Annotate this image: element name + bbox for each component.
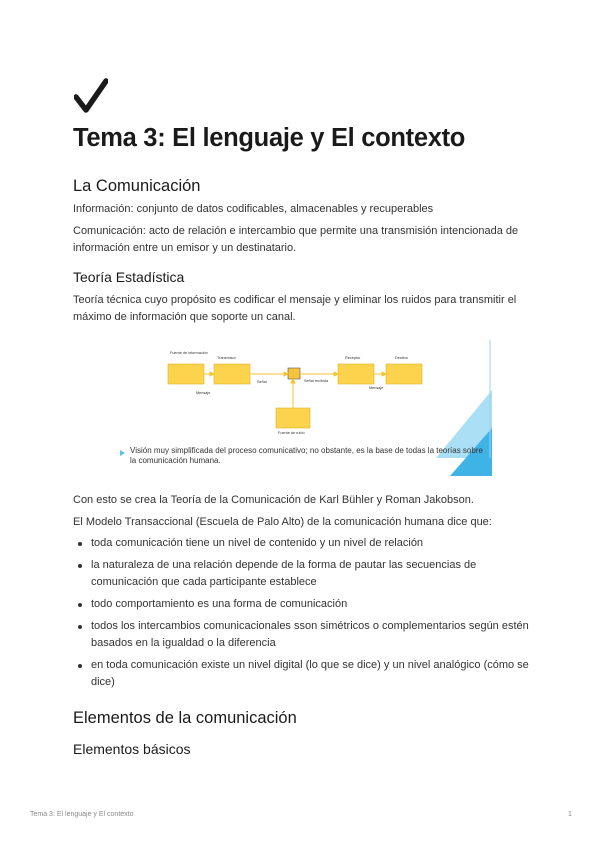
label-senal-recibida: Señal recibida bbox=[304, 379, 329, 383]
box-canal bbox=[288, 368, 300, 379]
label-mensaje-2: Mensaje bbox=[369, 386, 384, 390]
heading-la-comunicacion: La Comunicación bbox=[73, 177, 201, 195]
page-title: Tema 3: El lenguaje y El contexto bbox=[73, 124, 466, 152]
box-fuente-ruido bbox=[276, 408, 310, 428]
label-receptor: Receptor bbox=[345, 356, 361, 360]
checkmark-icon bbox=[74, 78, 108, 114]
list-item: todos los intercambios comunicacionales sson simétricos o complementarios según estén basados en la igualdad o la diferencia bbox=[73, 618, 533, 652]
list-item: la naturaleza de una relación depende de la forma de pautar las secuencias de comunicación que cada participante establece bbox=[73, 557, 533, 591]
label-fuente: Fuente de información bbox=[170, 351, 208, 355]
list-item: toda comunicación tiene un nivel de contenido y un nivel de relación bbox=[73, 535, 533, 552]
heading-teoria-estadistica: Teoría Estadística bbox=[73, 269, 185, 285]
arrow-head bbox=[284, 372, 288, 376]
heading-elementos-comunicacion: Elementos de la comunicación bbox=[73, 709, 297, 727]
label-fuente-ruido: Fuente de ruido bbox=[278, 431, 305, 435]
paragraph-teoria-comunicacion: Con esto se crea la Teoría de la Comunicación de Karl Bühler y Roman Jakobson. bbox=[73, 494, 474, 506]
teoria-paragraph: Teoría técnica cuyo propósito es codificar el mensaje y eliminar los ruidos para transmitir el máximo de información que soporte un canal. bbox=[73, 294, 517, 323]
figure-caption: Visión muy simplificada del proceso comunicativo; no obstante, es la base de todas la teorías sobre la comunicación humana. bbox=[130, 446, 483, 465]
box-fuente-informacion bbox=[168, 364, 204, 384]
box-transmisor bbox=[214, 364, 250, 384]
label-senal: Señal bbox=[257, 380, 267, 384]
arrow-head bbox=[291, 379, 295, 383]
bullet-list bbox=[73, 535, 533, 696]
box-destino bbox=[386, 364, 422, 384]
communication-diagram bbox=[118, 340, 492, 476]
list-item: en toda comunicación existe un nivel digital (lo que se dice) y un nivel analógico (cómo se dice) bbox=[73, 657, 533, 691]
arrow-head bbox=[210, 372, 214, 376]
label-destino: Destino bbox=[395, 356, 408, 360]
footer-title: Tema 3: El lenguaje y El contexto bbox=[30, 811, 134, 818]
box-receptor bbox=[338, 364, 374, 384]
arrow-head bbox=[382, 372, 386, 376]
definition-comunicacion: Comunicación: acto de relación e intercambio que permite una transmisión intencionada de información entre un emisor y un destinatario. bbox=[73, 225, 519, 254]
label-mensaje-1: Mensaje bbox=[196, 391, 211, 395]
footer-page-number: 1 bbox=[568, 811, 572, 818]
arrow-head bbox=[334, 372, 338, 376]
label-transmisor: Transmisor bbox=[217, 356, 236, 360]
paragraph-modelo-transaccional: El Modelo Transaccional (Escuela de Palo Alto) de la comunicación humana dice que: bbox=[73, 516, 492, 528]
list-item: todo comportamiento es una forma de comunicación bbox=[73, 596, 533, 613]
definition-informacion: Información: conjunto de datos codificables, almacenables y recuperables bbox=[73, 203, 434, 215]
heading-elementos-basicos: Elementos básicos bbox=[73, 741, 191, 757]
